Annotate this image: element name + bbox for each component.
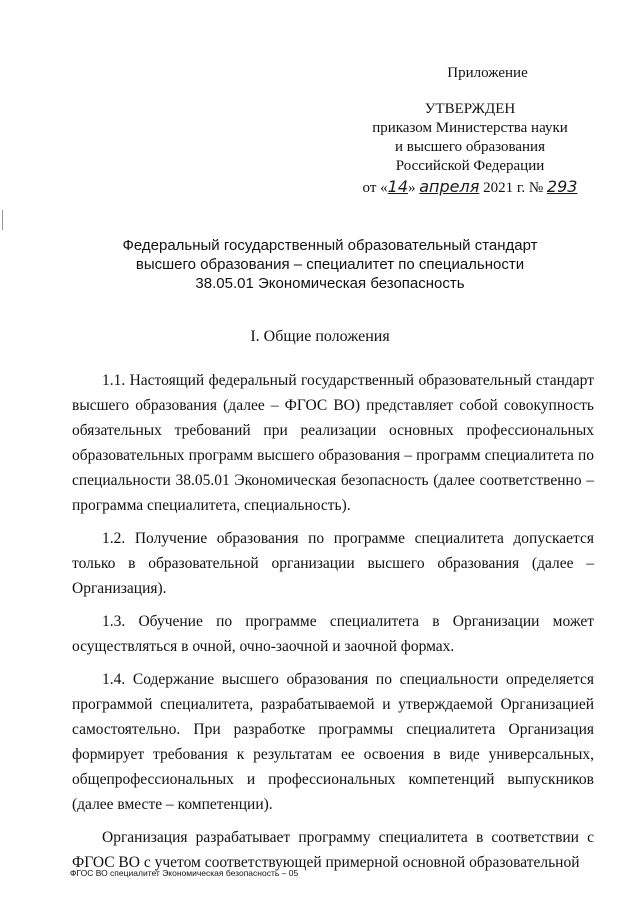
order-number: 293 (546, 177, 578, 196)
appendix-label: Приложение (447, 65, 528, 81)
paragraph-1-3: 1.3. Обучение по программе специалитета в Организации может осуществляться в очной, очно-заочной и заочной формах. (72, 613, 594, 655)
section-heading: I. Общие положения (250, 328, 390, 345)
approval-block (330, 64, 610, 198)
order-year: 2021 г. № (483, 180, 544, 196)
page-footer: ФГОС ВО специалитет Экономическая безопасность – 05 (70, 868, 299, 878)
title-line-3: 38.05.01 Экономическая безопасность (195, 275, 465, 292)
margin-mark (2, 210, 3, 230)
order-prefix: от « (362, 180, 388, 196)
approval-line-1: приказом Министерства науки (372, 120, 568, 136)
paragraph-continuation: Организация разрабатывает программу специалитета в соответствии с ФГОС ВО с учетом соответствующей примерной основной образовательной (72, 829, 594, 871)
body-text (72, 368, 594, 883)
approved-label: УТВЕРЖДЕН (424, 101, 516, 117)
order-month: апреля (419, 177, 480, 196)
paragraph-1-4: 1.4. Содержание высшего образования по специальности определяется программой специалитета, разрабатываемой и утверждаемой Организацией самостоятельно. При разработке программы специалитета Организация формирует требования к результатам ее освоения в виде универсальных, общепрофессиональных и профессиональных компетенций выпускников (далее вместе – компетенции). (72, 671, 594, 813)
title-line-2: высшего образования – специалитет по специальности (135, 256, 525, 273)
order-mid: » (408, 180, 416, 196)
order-line (330, 177, 610, 198)
paragraph-1-2: 1.2. Получение образования по программе специалитета допускается только в образовательной организации высшего образования (далее – Организация). (72, 530, 594, 597)
approval-line-3: Российской Федерации (395, 158, 545, 174)
order-day: 14 (387, 177, 408, 196)
title-line-1: Федеральный государственный образовательный стандарт (122, 237, 538, 254)
approval-line-2: и высшего образования (395, 139, 545, 155)
document-title (80, 236, 580, 293)
paragraph-1-1: 1.1. Настоящий федеральный государственный образовательный стандарт высшего образования (далее – ФГОС ВО) представляет собой совокупность обязательных требований при реализации основных профессиональных образовательных программ высшего образования – программ специалитета по специальности 38.05.01 Экономическая безопасность (далее соответственно – программа специалитета, специальность). (72, 372, 594, 514)
